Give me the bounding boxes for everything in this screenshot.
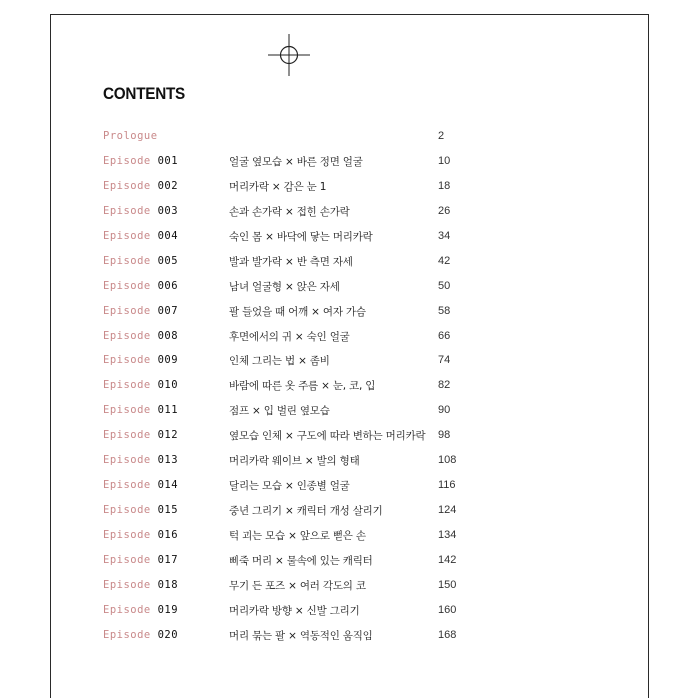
toc-entry (0, 550, 700, 575)
episode-prefix: Episode (103, 379, 158, 392)
episode-prefix: Episode (103, 354, 158, 367)
entry-title: 후면에서의 귀 × 숙인 얼굴 (229, 330, 350, 343)
episode-prefix: Episode (103, 578, 158, 591)
entry-title: 숙인 몸 × 바닥에 닿는 머리카락 (229, 230, 373, 243)
episode-label (103, 604, 178, 616)
episode-prefix: Episode (103, 179, 158, 192)
table-of-contents (0, 126, 700, 650)
episode-prefix: Prologue (103, 130, 158, 142)
episode-label (103, 280, 178, 292)
entry-title: 발과 발가락 × 반 측면 자세 (229, 255, 353, 268)
episode-number: 012 (157, 429, 179, 442)
entry-title: 머리카락 방향 × 신발 그리기 (229, 604, 360, 617)
page-number: 160 (438, 603, 457, 616)
episode-label (103, 354, 178, 366)
episode-label (103, 579, 178, 591)
episode-number: 001 (157, 154, 179, 167)
episode-prefix: Episode (103, 454, 158, 467)
episode-number: 002 (157, 179, 179, 192)
episode-prefix: Episode (103, 429, 158, 442)
toc-entry (0, 251, 700, 276)
page-number: 50 (438, 279, 451, 292)
page-number: 168 (438, 628, 457, 641)
episode-label (103, 155, 178, 167)
episode-number: 006 (157, 279, 179, 292)
page-number: 134 (438, 529, 457, 541)
episode-prefix: Episode (103, 404, 158, 417)
page-number: 116 (438, 479, 456, 492)
page-number: 142 (438, 553, 457, 566)
toc-entry (0, 425, 700, 450)
episode-prefix: Episode (103, 504, 158, 517)
episode-prefix: Episode (103, 329, 158, 342)
toc-entry (0, 600, 700, 625)
episode-prefix: Episode (103, 279, 158, 292)
episode-number: 009 (157, 354, 179, 367)
toc-entry (0, 201, 700, 226)
page-number: 74 (438, 354, 451, 367)
episode-label (103, 379, 178, 391)
page-number: 98 (438, 429, 451, 442)
episode-label (103, 330, 178, 342)
episode-label (103, 429, 178, 441)
entry-title: 얼굴 옆모습 × 바른 정면 얼굴 (229, 155, 363, 168)
toc-entry (0, 400, 700, 425)
episode-prefix: Episode (103, 603, 158, 616)
page-number: 58 (438, 304, 451, 317)
page-number: 82 (438, 379, 451, 392)
episode-label (103, 454, 178, 466)
toc-entry (0, 276, 700, 301)
episode-prefix: Episode (103, 304, 158, 317)
toc-entry (0, 575, 700, 600)
episode-prefix: Episode (103, 479, 158, 492)
episode-label (103, 404, 178, 416)
contents-heading: CONTENTS (103, 84, 185, 103)
episode-number: 015 (157, 504, 179, 517)
episode-number: 010 (157, 379, 179, 392)
episode-prefix: Episode (103, 229, 158, 242)
entry-title: 바람에 따른 옷 주름 × 눈, 코, 입 (229, 380, 376, 393)
toc-entry (0, 450, 700, 475)
page-number: 2 (438, 130, 445, 142)
toc-entry (0, 375, 700, 400)
episode-label (103, 629, 178, 641)
entry-title: 남녀 얼굴형 × 앉은 자세 (229, 280, 340, 293)
episode-number: 011 (157, 404, 179, 417)
toc-entry (0, 176, 700, 201)
entry-title: 점프 × 입 벌린 옆모습 (229, 405, 330, 418)
entry-title: 팔 들었을 때 어깨 × 여자 가슴 (229, 305, 366, 318)
entry-title: 손과 손가락 × 접힌 손가락 (229, 205, 350, 218)
episode-prefix: Episode (103, 553, 158, 566)
entry-title: 턱 괴는 모습 × 앞으로 뻗은 손 (229, 530, 366, 542)
episode-label (103, 255, 178, 267)
entry-title: 머리카락 웨이브 × 발의 형태 (229, 455, 360, 468)
episode-number: 004 (157, 229, 179, 242)
episode-number: 007 (157, 304, 179, 317)
page-number: 90 (438, 404, 451, 417)
episode-number: 019 (157, 603, 179, 616)
page-number: 18 (438, 179, 451, 192)
crosshair-icon (268, 34, 310, 76)
episode-prefix: Episode (103, 204, 158, 217)
episode-number: 017 (157, 553, 179, 566)
toc-entry (0, 151, 700, 176)
page-number: 150 (438, 578, 457, 591)
toc-entry (0, 126, 700, 151)
page-number: 108 (438, 454, 457, 467)
episode-prefix: Episode (103, 254, 158, 267)
page-number: 42 (438, 254, 451, 267)
episode-label (103, 230, 178, 242)
episode-label (103, 130, 158, 142)
episode-prefix: Episode (103, 628, 158, 641)
episode-label (103, 180, 178, 192)
episode-label (103, 479, 178, 491)
episode-prefix: Episode (103, 529, 158, 541)
entry-title: 중년 그리기 × 캐릭터 개성 살리기 (229, 505, 383, 518)
entry-title: 인체 그리는 법 × 좀비 (229, 355, 330, 368)
episode-label (103, 504, 178, 516)
episode-number: 013 (157, 454, 179, 467)
toc-entry (0, 326, 700, 351)
entry-title: 머리카락 × 감은 눈 1 (229, 180, 327, 193)
episode-label (103, 305, 178, 317)
episode-prefix: Episode (103, 154, 158, 167)
episode-number: 016 (157, 529, 179, 541)
episode-number: 008 (157, 329, 179, 342)
page-number: 124 (438, 504, 457, 517)
toc-entry (0, 500, 700, 525)
toc-entry (0, 625, 700, 650)
episode-number: 014 (157, 479, 179, 492)
page-number: 10 (438, 154, 451, 167)
toc-entry (0, 350, 700, 375)
episode-label (103, 554, 178, 566)
page-number: 26 (438, 204, 451, 217)
page-number: 34 (438, 229, 451, 242)
entry-title: 무기 든 포즈 × 여러 각도의 코 (229, 579, 366, 592)
episode-number: 018 (157, 578, 179, 591)
toc-entry (0, 475, 700, 500)
toc-entry (0, 301, 700, 326)
entry-title: 삐죽 머리 × 물속에 있는 캐릭터 (229, 554, 373, 567)
episode-label (103, 205, 178, 217)
episode-number: 005 (157, 254, 179, 267)
toc-entry (0, 525, 700, 550)
episode-number: 020 (157, 628, 179, 641)
episode-number: 003 (157, 204, 179, 217)
entry-title: 머리 묶는 팔 × 역동적인 움직임 (229, 629, 373, 642)
page-number: 66 (438, 329, 451, 342)
entry-title: 달리는 모습 × 인종별 얼굴 (229, 480, 350, 493)
entry-title: 옆모습 인체 × 구도에 따라 변하는 머리카락 (229, 430, 426, 443)
episode-label (103, 529, 178, 541)
toc-entry (0, 226, 700, 251)
